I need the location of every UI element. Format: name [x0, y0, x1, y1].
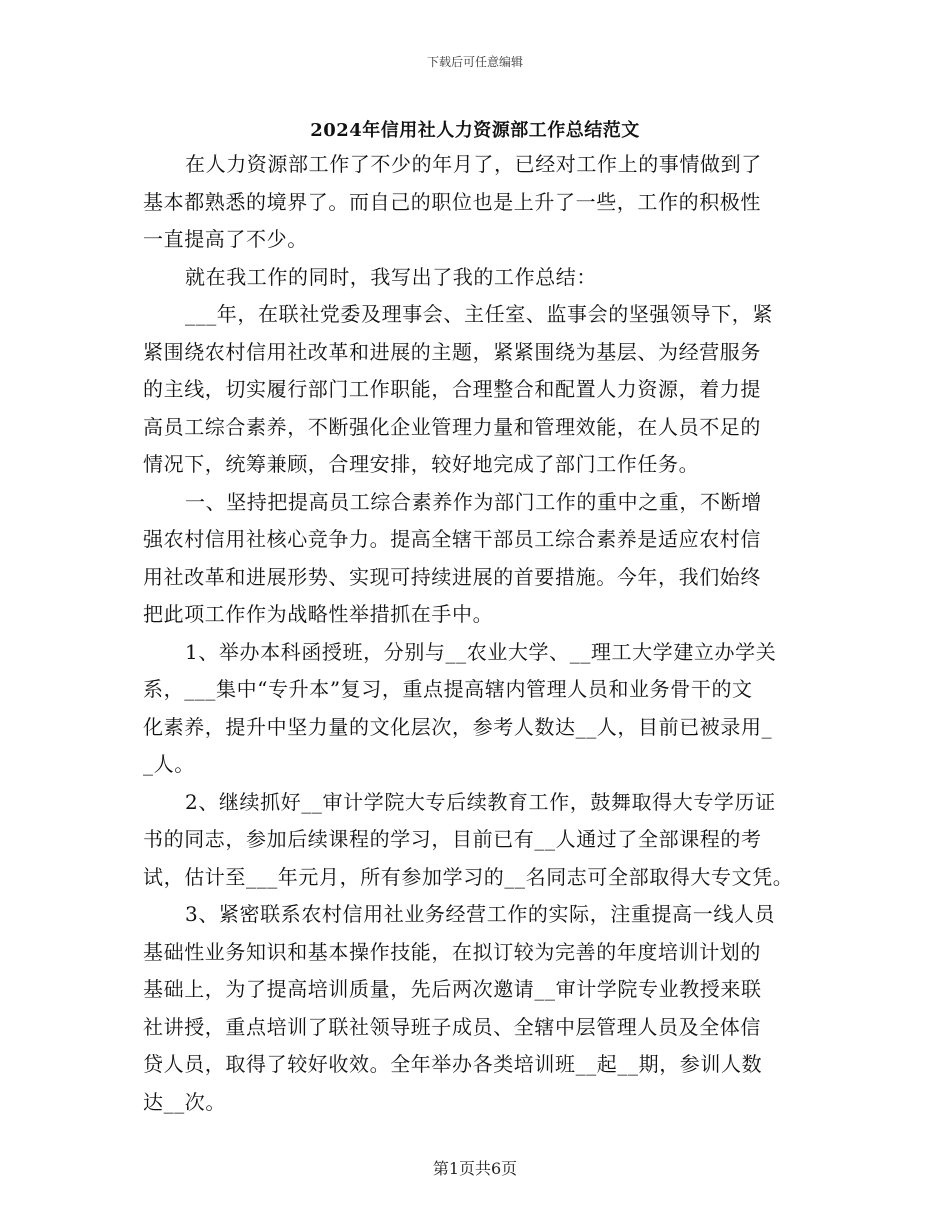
body-text-line: _人。: [143, 752, 195, 776]
body-text-line: ___年，在联社党委及理事会、主任室、监事会的坚强领导下，紧: [185, 302, 773, 326]
body-text-line: 试，估计至___年元月，所有参加学习的__名同志可全部取得大专文凭。: [143, 864, 794, 889]
page-header-note: 下载后可任意编辑: [426, 55, 523, 69]
body-text-line: 1、举办本科函授班，分别与__农业大学、__理工大学建立办学关: [185, 639, 777, 664]
body-text-line: 的主线，切实履行部门工作职能，合理整合和配置人力资源，着力提: [143, 377, 761, 401]
body-text-line: 强农村信用社核心竞争力。提高全辖干部员工综合素养是适应农村信: [143, 527, 761, 551]
document-title: 2024年信用社人力资源部工作总结范文: [310, 120, 640, 141]
body-text-line: 紧围绕农村信用社改革和进展的主题，紧紧围绕为基层、为经营服务: [143, 339, 761, 364]
body-text-line: 3、紧密联系农村信用社业务经营工作的实际，注重提高一线人员: [185, 902, 776, 926]
body-text-line: 高员工综合素养，不断强化企业管理力量和管理效能，在人员不足的: [143, 414, 761, 439]
body-text-line: 情况下，统筹兼顾，合理安排，较好地完成了部门工作任务。: [143, 452, 700, 476]
body-text-line: 贷人员，取得了较好收效。全年举办各类培训班__起__期，参训人数: [143, 1052, 763, 1076]
body-text-line: 社讲授，重点培训了联社领导班子成员、全辖中层管理人员及全体信: [143, 1014, 761, 1039]
body-text-line: 用社改革和进展形势、实现可持续进展的首要措施。今年，我们始终: [143, 564, 761, 589]
body-text-line: 达__次。: [143, 1089, 226, 1114]
body-text-line: 基本都熟悉的境界了。而自己的职位也是上升了一些，工作的积极性: [143, 189, 761, 214]
body-text-line: 2、继续抓好__审计学院大专后续教育工作，鼓舞取得大专学历证: [185, 789, 776, 814]
body-text-line: 在人力资源部工作了不少的年月了，已经对工作上的事情做到了: [185, 152, 762, 176]
body-text-line: 把此项工作作为战略性举措抓在手中。: [143, 602, 494, 626]
page-number: 第1页共6页: [432, 1159, 518, 1178]
body-text-line: 一直提高了不少。: [143, 227, 308, 251]
body-text-line: 基础性业务知识和基本操作技能，在拟订较为完善的年度培训计划的: [143, 939, 761, 964]
body-text-line: 就在我工作的同时，我写出了我的工作总结：: [185, 264, 597, 289]
body-text-line: 化素养，提升中坚力量的文化层次，参考人数达__人，目前已被录用_: [143, 714, 773, 739]
body-text-line: 书的同志，参加后续课程的学习，目前已有__人通过了全部课程的考: [143, 827, 762, 851]
body-text-line: 一、坚持把提高员工综合素养作为部门工作的重中之重，不断增: [185, 489, 762, 514]
body-text-line: 基础上，为了提高培训质量，先后两次邀请__审计学院专业教授来联: [143, 977, 762, 1001]
document-body: [143, 146, 813, 1121]
body-text-line: 系，___集中“专升本”复习，重点提高辖内管理人员和业务骨干的文: [143, 677, 753, 701]
